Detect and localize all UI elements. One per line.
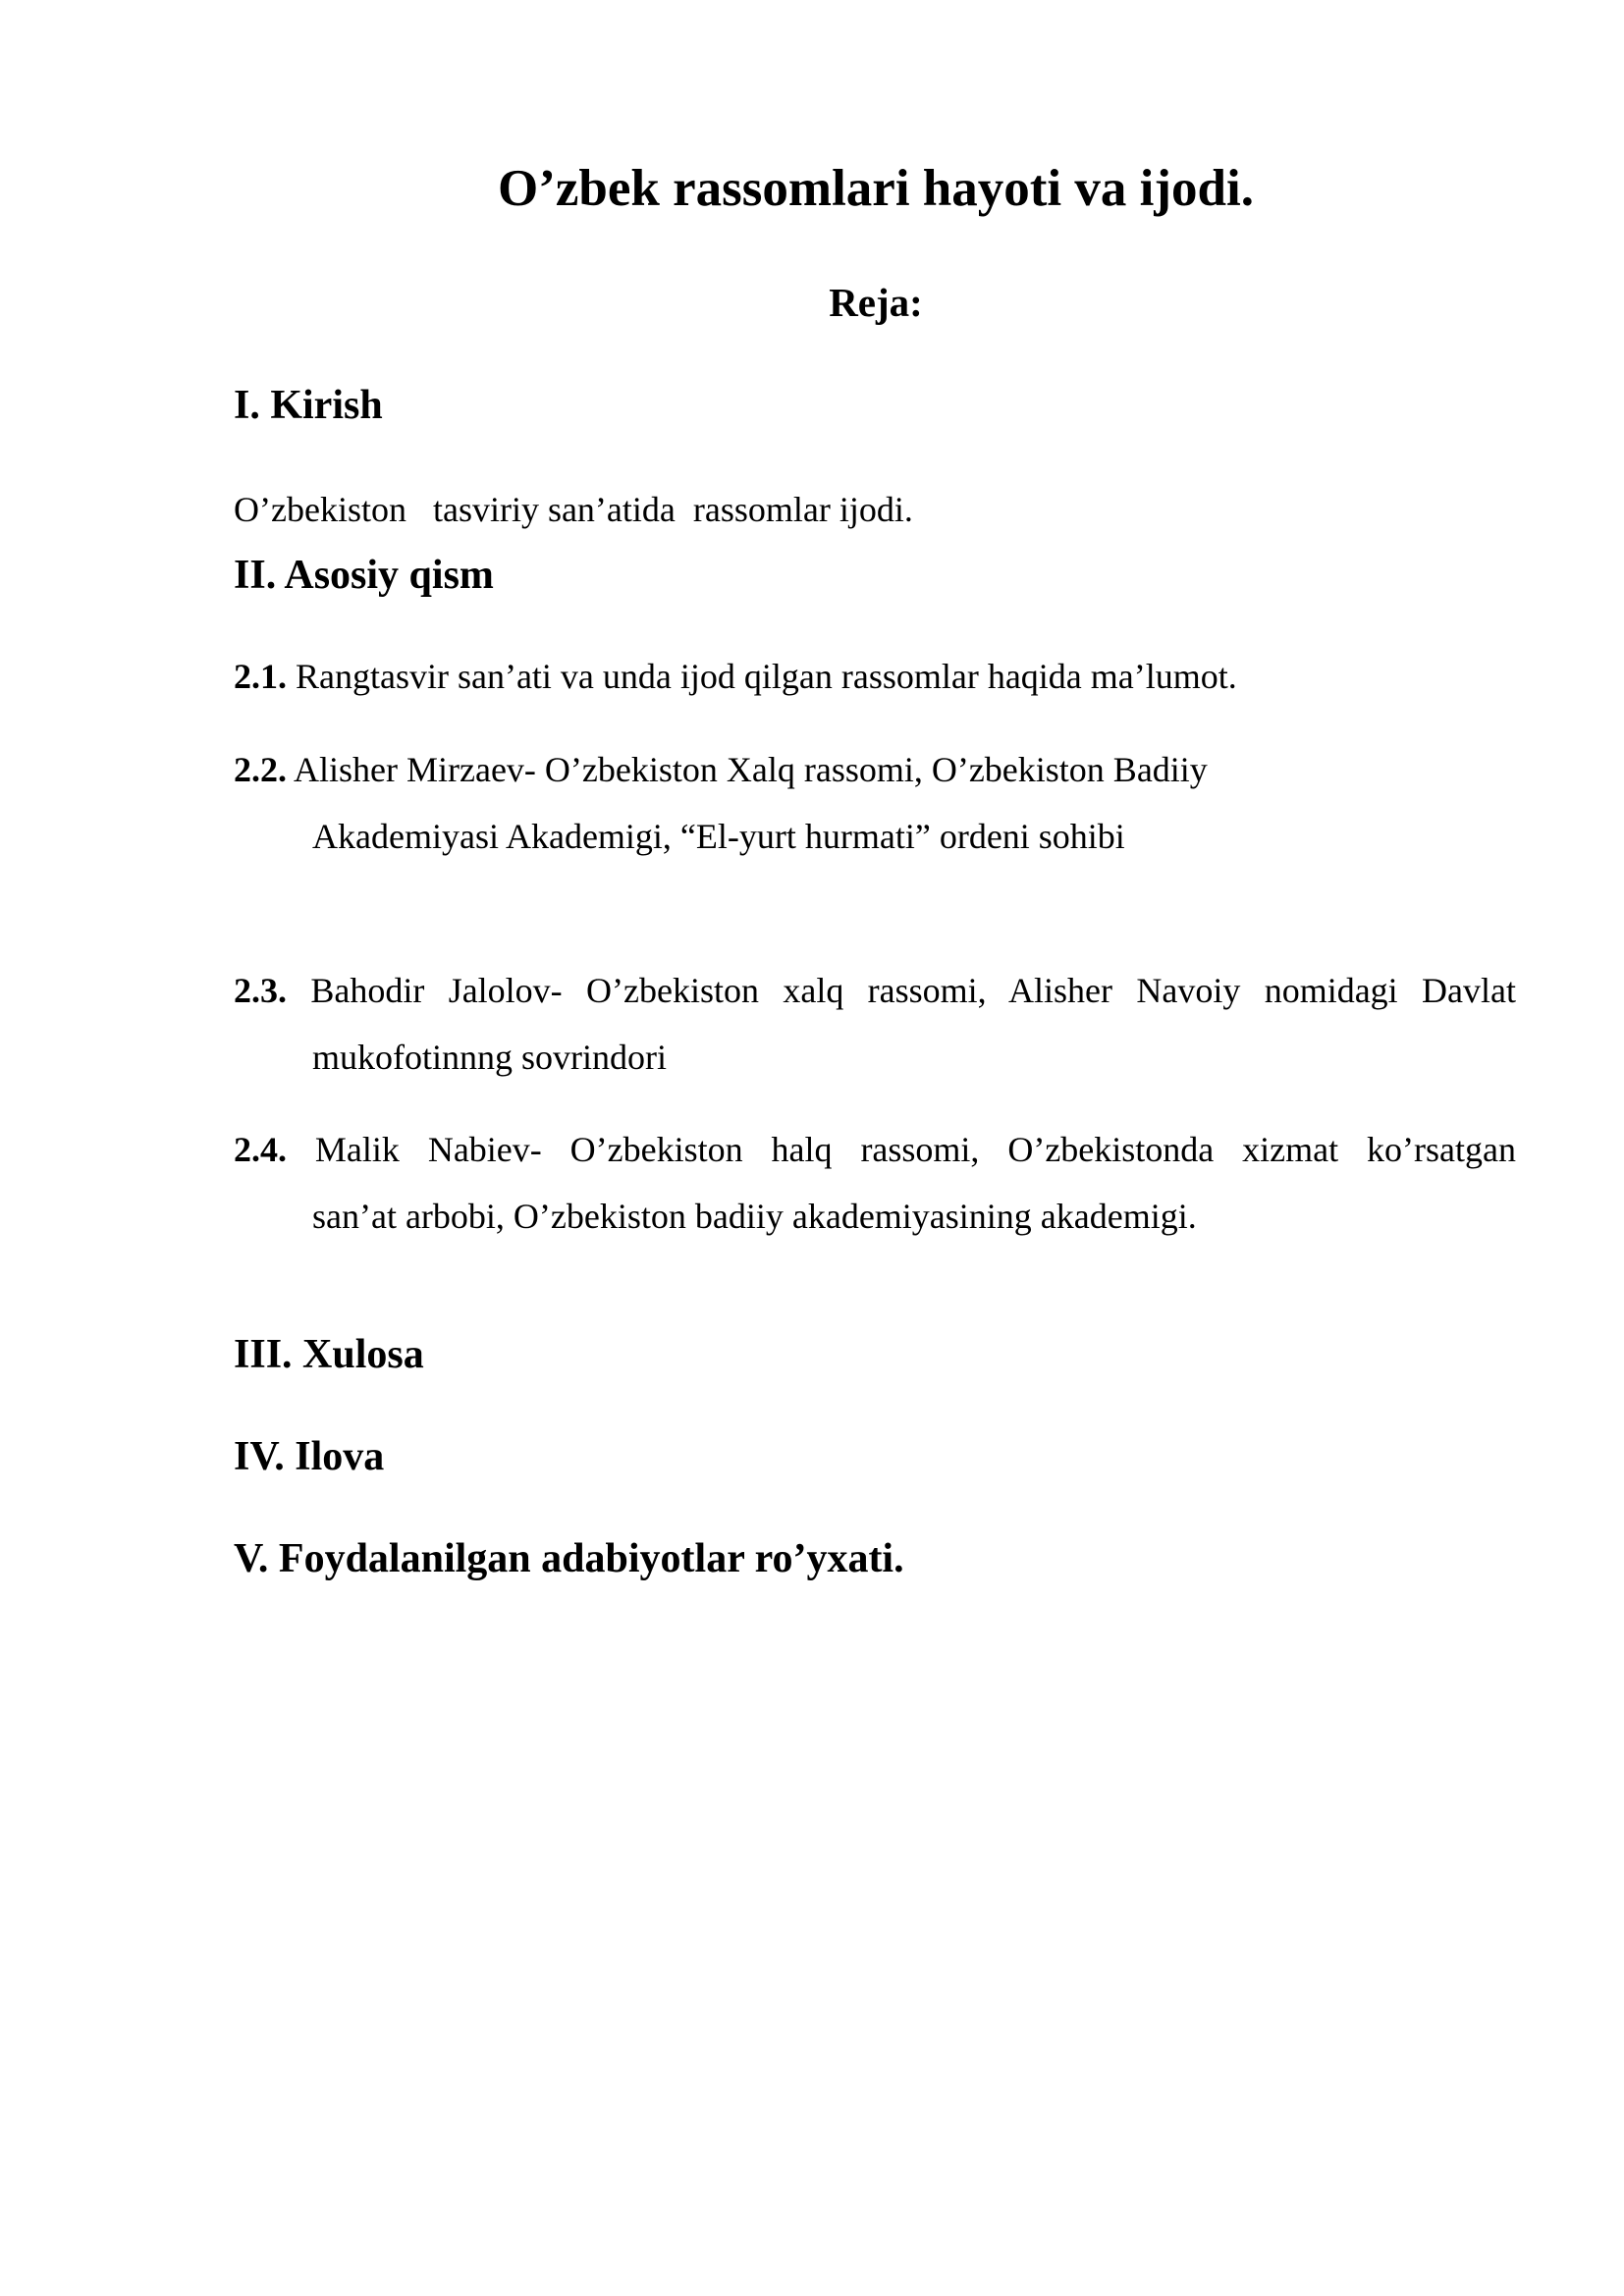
outline-item-text: Alisher Mirzaev- O’zbekiston Xalq rassomi, O’zbekiston Badiiy <box>294 750 1208 789</box>
outline-item-number: 2.1. <box>234 657 287 696</box>
outline-item-text: Malik Nabiev- O’zbekiston halq rassomi, O’zbekistonda xizmat ko’rsatgan <box>314 1130 1517 1169</box>
outline-item-2-1 <box>234 643 1516 710</box>
section-kirish-text: O’zbekiston tasviriy san’atida rassomlar ijodi. <box>234 490 913 529</box>
outline-item-line <box>234 957 1516 1024</box>
outline-item-text: Bahodir Jalolov- O’zbekiston xalq rassomi, Alisher Navoiy nomidagi Davlat <box>310 971 1516 1010</box>
section-heading-ilova: IV. Ilova <box>234 1434 385 1479</box>
outline-item-line <box>234 643 1516 710</box>
section-heading-xulosa: III. Xulosa <box>234 1332 424 1377</box>
section-heading-kirish: I. Kirish <box>234 383 383 428</box>
outline-item-continuation: mukofotinnng sovrindori <box>312 1038 667 1077</box>
outline-item-continuation: san’at arbobi, O’zbekiston badiiy akademiyasining akademigi. <box>312 1197 1197 1236</box>
outline-item-text: Rangtasvir san’ati va unda ijod qilgan rassomlar haqida ma’lumot. <box>296 657 1237 696</box>
section-heading-asosiy-qism: II. Asosiy qism <box>234 553 494 598</box>
outline-item-number: 2.3. <box>234 971 287 1010</box>
outline-item-2-4 <box>234 1116 1516 1250</box>
outline-item-number: 2.4. <box>234 1130 287 1169</box>
document-title: O’zbek rassomlari hayoti va ijodi. <box>498 160 1254 217</box>
outline-item-line <box>234 736 1516 803</box>
document-subtitle: Reja: <box>829 280 923 325</box>
outline-item-2-2 <box>234 736 1516 870</box>
outline-item-number: 2.2. <box>234 750 287 789</box>
outline-item-line <box>234 1116 1516 1183</box>
section-heading-adabiyotlar: V. Foydalanilgan adabiyotlar ro’yxati. <box>234 1536 904 1581</box>
outline-item-2-3 <box>234 957 1516 1091</box>
outline-item-continuation: Akademiyasi Akademigi, “El-yurt hurmati” ordeni sohibi <box>312 817 1125 856</box>
